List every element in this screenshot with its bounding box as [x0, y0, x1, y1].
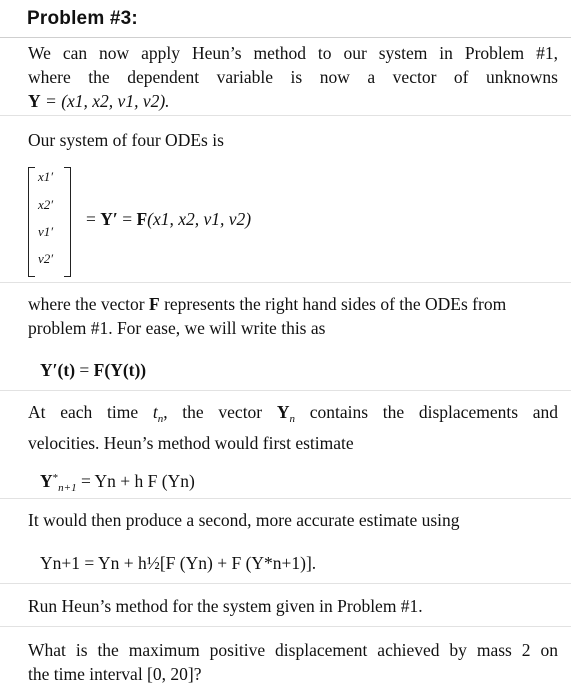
- separator: [0, 583, 571, 584]
- question-line-1: What is the maximum positive displacement achieved by mass 2 on: [28, 640, 558, 660]
- system-text: Our system of four ODEs is: [28, 130, 224, 150]
- f-symbol: F: [136, 209, 148, 229]
- each-line-2: velocities. Heun’s method would first estimate: [28, 433, 354, 453]
- question-paragraph: [28, 638, 558, 686]
- separator: [0, 115, 571, 116]
- where-paragraph: [28, 292, 558, 340]
- left-bracket: [28, 167, 35, 277]
- eq2-sub: n+1: [58, 482, 77, 494]
- matrix-cell-x1: x1′: [38, 169, 54, 184]
- where-f: F: [148, 294, 160, 314]
- eq-sign-2: =: [117, 209, 137, 229]
- separator: [0, 390, 571, 391]
- right-bracket: [64, 167, 71, 277]
- where-text-a: where the vector: [28, 294, 149, 314]
- yn-sym: Y: [276, 402, 290, 422]
- intro-line-2: where the dependent variable is now a vector of unknowns: [28, 67, 558, 87]
- second-text: It would then produce a second, more accurate estimate using: [28, 510, 460, 530]
- eq-sign: =: [86, 209, 101, 229]
- yn-sub: n: [289, 413, 295, 425]
- matrix-cell-v2: v2′: [38, 251, 54, 266]
- title-bar: [0, 0, 571, 38]
- intro-line-1: We can now apply Heun’s method to our system in Problem #1,: [28, 43, 558, 63]
- intro-line-3: [28, 89, 558, 113]
- equation-3: Yn+1 = Yn + h½[F (Yn) + F (Y*n+1)].: [40, 553, 317, 573]
- each-paragraph: [28, 400, 558, 455]
- eq1-rhs: F(Y(t)): [93, 360, 147, 380]
- each-b: , the vector: [163, 402, 277, 422]
- where-text-b: represents the right hand sides of the ODEs from: [159, 294, 507, 314]
- matrix-cell-v1: v1′: [38, 224, 54, 239]
- t-sub: n: [157, 413, 164, 425]
- equation-1: [40, 358, 570, 382]
- f-args: (x1, x2, v1, v2): [147, 209, 252, 229]
- where-line-1: [28, 292, 558, 316]
- eq2-star: *: [52, 472, 59, 484]
- problem-title: Problem #3:: [27, 8, 138, 29]
- eq1-lhs: Y′(t): [40, 360, 76, 380]
- matrix-equation: [86, 209, 251, 230]
- eq2-rest: = Yn + h F (Yn): [76, 471, 195, 491]
- eq1-eq: =: [75, 360, 94, 380]
- vector-def: = (x1, x2, v1, v2).: [40, 91, 170, 111]
- question-line-2: the time interval [0, 20]?: [28, 664, 202, 684]
- run-text: Run Heun’s method for the system given in Problem #1.: [28, 596, 423, 616]
- separator: [0, 498, 571, 499]
- separator: [0, 626, 571, 627]
- matrix-cell-x2: x2′: [38, 197, 54, 212]
- y-prime: Y′: [100, 209, 118, 229]
- each-c: contains the displacements and: [295, 402, 558, 422]
- equation-2: [40, 466, 570, 500]
- t-sym: t: [152, 402, 158, 422]
- each-line-1: [28, 400, 558, 431]
- vector-y: Y: [28, 91, 41, 111]
- intro-paragraph: [28, 41, 558, 113]
- each-a: At each time: [28, 402, 153, 422]
- where-line-2: problem #1. For ease, we will write this as: [28, 318, 326, 338]
- eq2-y: Y: [40, 471, 53, 491]
- separator: [0, 282, 571, 283]
